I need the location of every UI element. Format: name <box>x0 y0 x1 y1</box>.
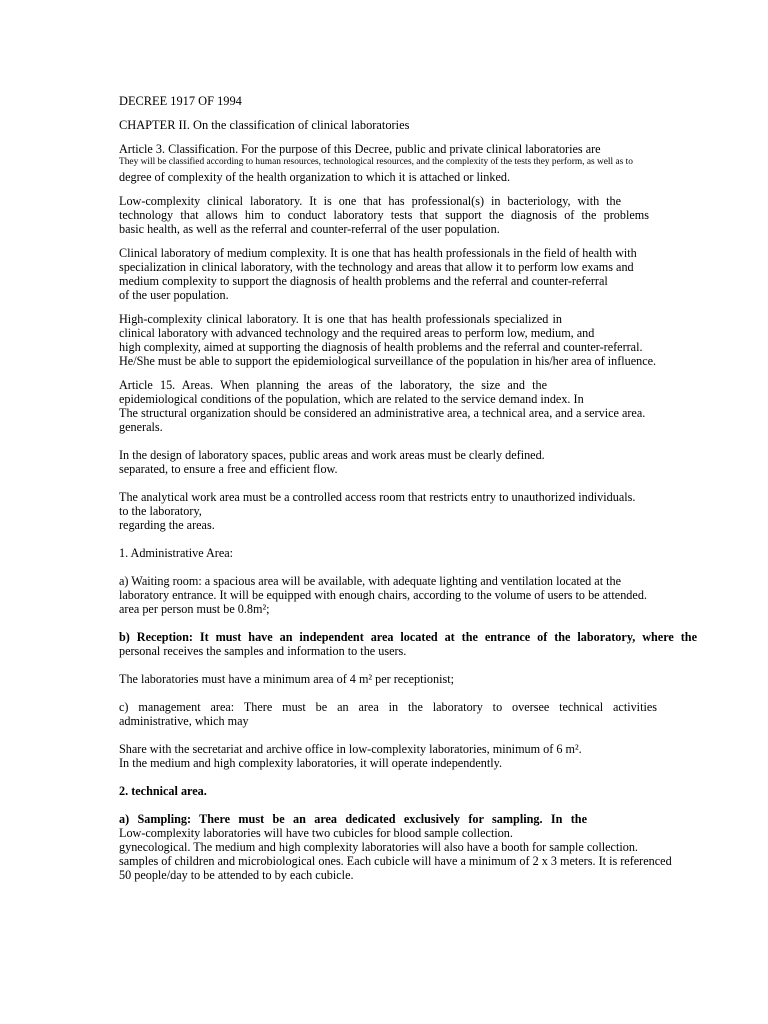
article-15-paragraph <box>119 378 701 434</box>
article-3-paragraph <box>119 142 701 184</box>
paragraph-line: In the design of laboratory spaces, public areas and work areas must be clearly defined. <box>119 448 545 462</box>
paragraph-line: regarding the areas. <box>119 518 215 532</box>
paragraph-line: administrative, which may <box>119 714 249 728</box>
paragraph-line: technology that allows him to conduct laboratory tests that support the diagnosis of the problems <box>119 208 649 222</box>
paragraph-line: Low-complexity laboratories will have two cubicles for blood sample collection. <box>119 826 513 840</box>
paragraph-line: b) Reception: It must have an independent area located at the entrance of the laboratory, where the <box>119 630 697 644</box>
paragraph-line: basic health, as well as the referral and counter-referral of the user population. <box>119 222 500 236</box>
paragraph-line: personal receives the samples and information to the users. <box>119 644 407 658</box>
paragraph-line: to the laboratory, <box>119 504 202 518</box>
paragraph-line: specialization in clinical laboratory, with the technology and areas that allow it to perform low exams and <box>119 260 634 274</box>
waiting-room-paragraph <box>119 574 701 616</box>
management-area-paragraph <box>119 700 701 728</box>
heading-text: 2. technical area. <box>119 784 207 798</box>
paragraph-line: area per person must be 0.8m²; <box>119 602 270 616</box>
design-paragraph <box>119 448 701 476</box>
paragraph-line: generals. <box>119 420 163 434</box>
paragraph-line: Share with the secretariat and archive office in low-complexity laboratories, minimum of 6 m². <box>119 742 582 756</box>
paragraph-line: The analytical work area must be a controlled access room that restricts entry to unauthorized individuals. <box>119 490 636 504</box>
paragraph-line: laboratory entrance. It will be equipped with enough chairs, according to the volume of users to be attended. <box>119 588 647 602</box>
paragraph-line: samples of children and microbiological ones. Each cubicle will have a minimum of 2 x 3 meters. It is referenced <box>119 854 672 868</box>
paragraph-line: High-complexity clinical laboratory. It is one that has health professionals specialized in <box>119 312 562 326</box>
chapter-title-text: CHAPTER II. On the classification of clinical laboratories <box>119 118 410 132</box>
paragraph-line: Article 15. Areas. When planning the areas of the laboratory, the size and the <box>119 378 547 392</box>
paragraph-line: a) Sampling: There must be an area dedicated exclusively for sampling. In the <box>119 812 587 826</box>
high-complexity-paragraph <box>119 312 701 368</box>
administrative-area-heading <box>119 546 701 560</box>
paragraph-line: Low-complexity clinical laboratory. It is one that has professional(s) in bacteriology, with the <box>119 194 621 208</box>
chapter-title <box>119 118 701 132</box>
paragraph-line: medium complexity to support the diagnosis of health problems and the referral and counter-referral <box>119 274 608 288</box>
technical-area-heading <box>119 784 701 798</box>
paragraph-line: The structural organization should be considered an administrative area, a technical area, and a service area. <box>119 406 646 420</box>
paragraph-line: of the user population. <box>119 288 229 302</box>
paragraph-line: They will be classified according to human resources, technological resources, and the complexity of the tests they perform, as well as to <box>119 157 633 167</box>
paragraph-line: gynecological. The medium and high complexity laboratories will also have a booth for sample collection. <box>119 840 638 854</box>
paragraph-line: The laboratories must have a minimum area of 4 m² per receptionist; <box>119 672 454 686</box>
paragraph-line: He/She must be able to support the epidemiological surveillance of the population in his/her area of influence. <box>119 354 657 368</box>
paragraph-line: degree of complexity of the health organization to which it is attached or linked. <box>119 170 511 184</box>
paragraph-line: c) management area: There must be an area in the laboratory to oversee technical activities <box>119 700 657 714</box>
paragraph-line: In the medium and high complexity laboratories, it will operate independently. <box>119 756 503 770</box>
decree-title-text: DECREE 1917 OF 1994 <box>119 94 242 108</box>
heading-text: 1. Administrative Area: <box>119 546 234 560</box>
paragraph-line: high complexity, aimed at supporting the diagnosis of health problems and the referral and counter-referral. <box>119 340 643 354</box>
minimum-area-paragraph <box>119 672 701 686</box>
paragraph-line: 50 people/day to be attended to by each cubicle. <box>119 868 354 882</box>
paragraph-line: epidemiological conditions of the population, which are related to the service demand index. In <box>119 392 584 406</box>
analytical-paragraph <box>119 490 701 532</box>
low-complexity-paragraph <box>119 194 701 236</box>
decree-title <box>119 94 701 108</box>
reception-paragraph <box>119 630 701 658</box>
paragraph-line: Article 3. Classification. For the purpose of this Decree, public and private clinical laboratories are <box>119 142 601 156</box>
medium-complexity-paragraph <box>119 246 701 302</box>
share-paragraph <box>119 742 701 770</box>
paragraph-line: separated, to ensure a free and efficient flow. <box>119 462 338 476</box>
sampling-paragraph <box>119 812 701 882</box>
paragraph-line: Clinical laboratory of medium complexity. It is one that has health professionals in the field of health with <box>119 246 637 260</box>
paragraph-line: a) Waiting room: a spacious area will be available, with adequate lighting and ventilation located at the <box>119 574 622 588</box>
paragraph-line: clinical laboratory with advanced technology and the required areas to perform low, medium, and <box>119 326 595 340</box>
